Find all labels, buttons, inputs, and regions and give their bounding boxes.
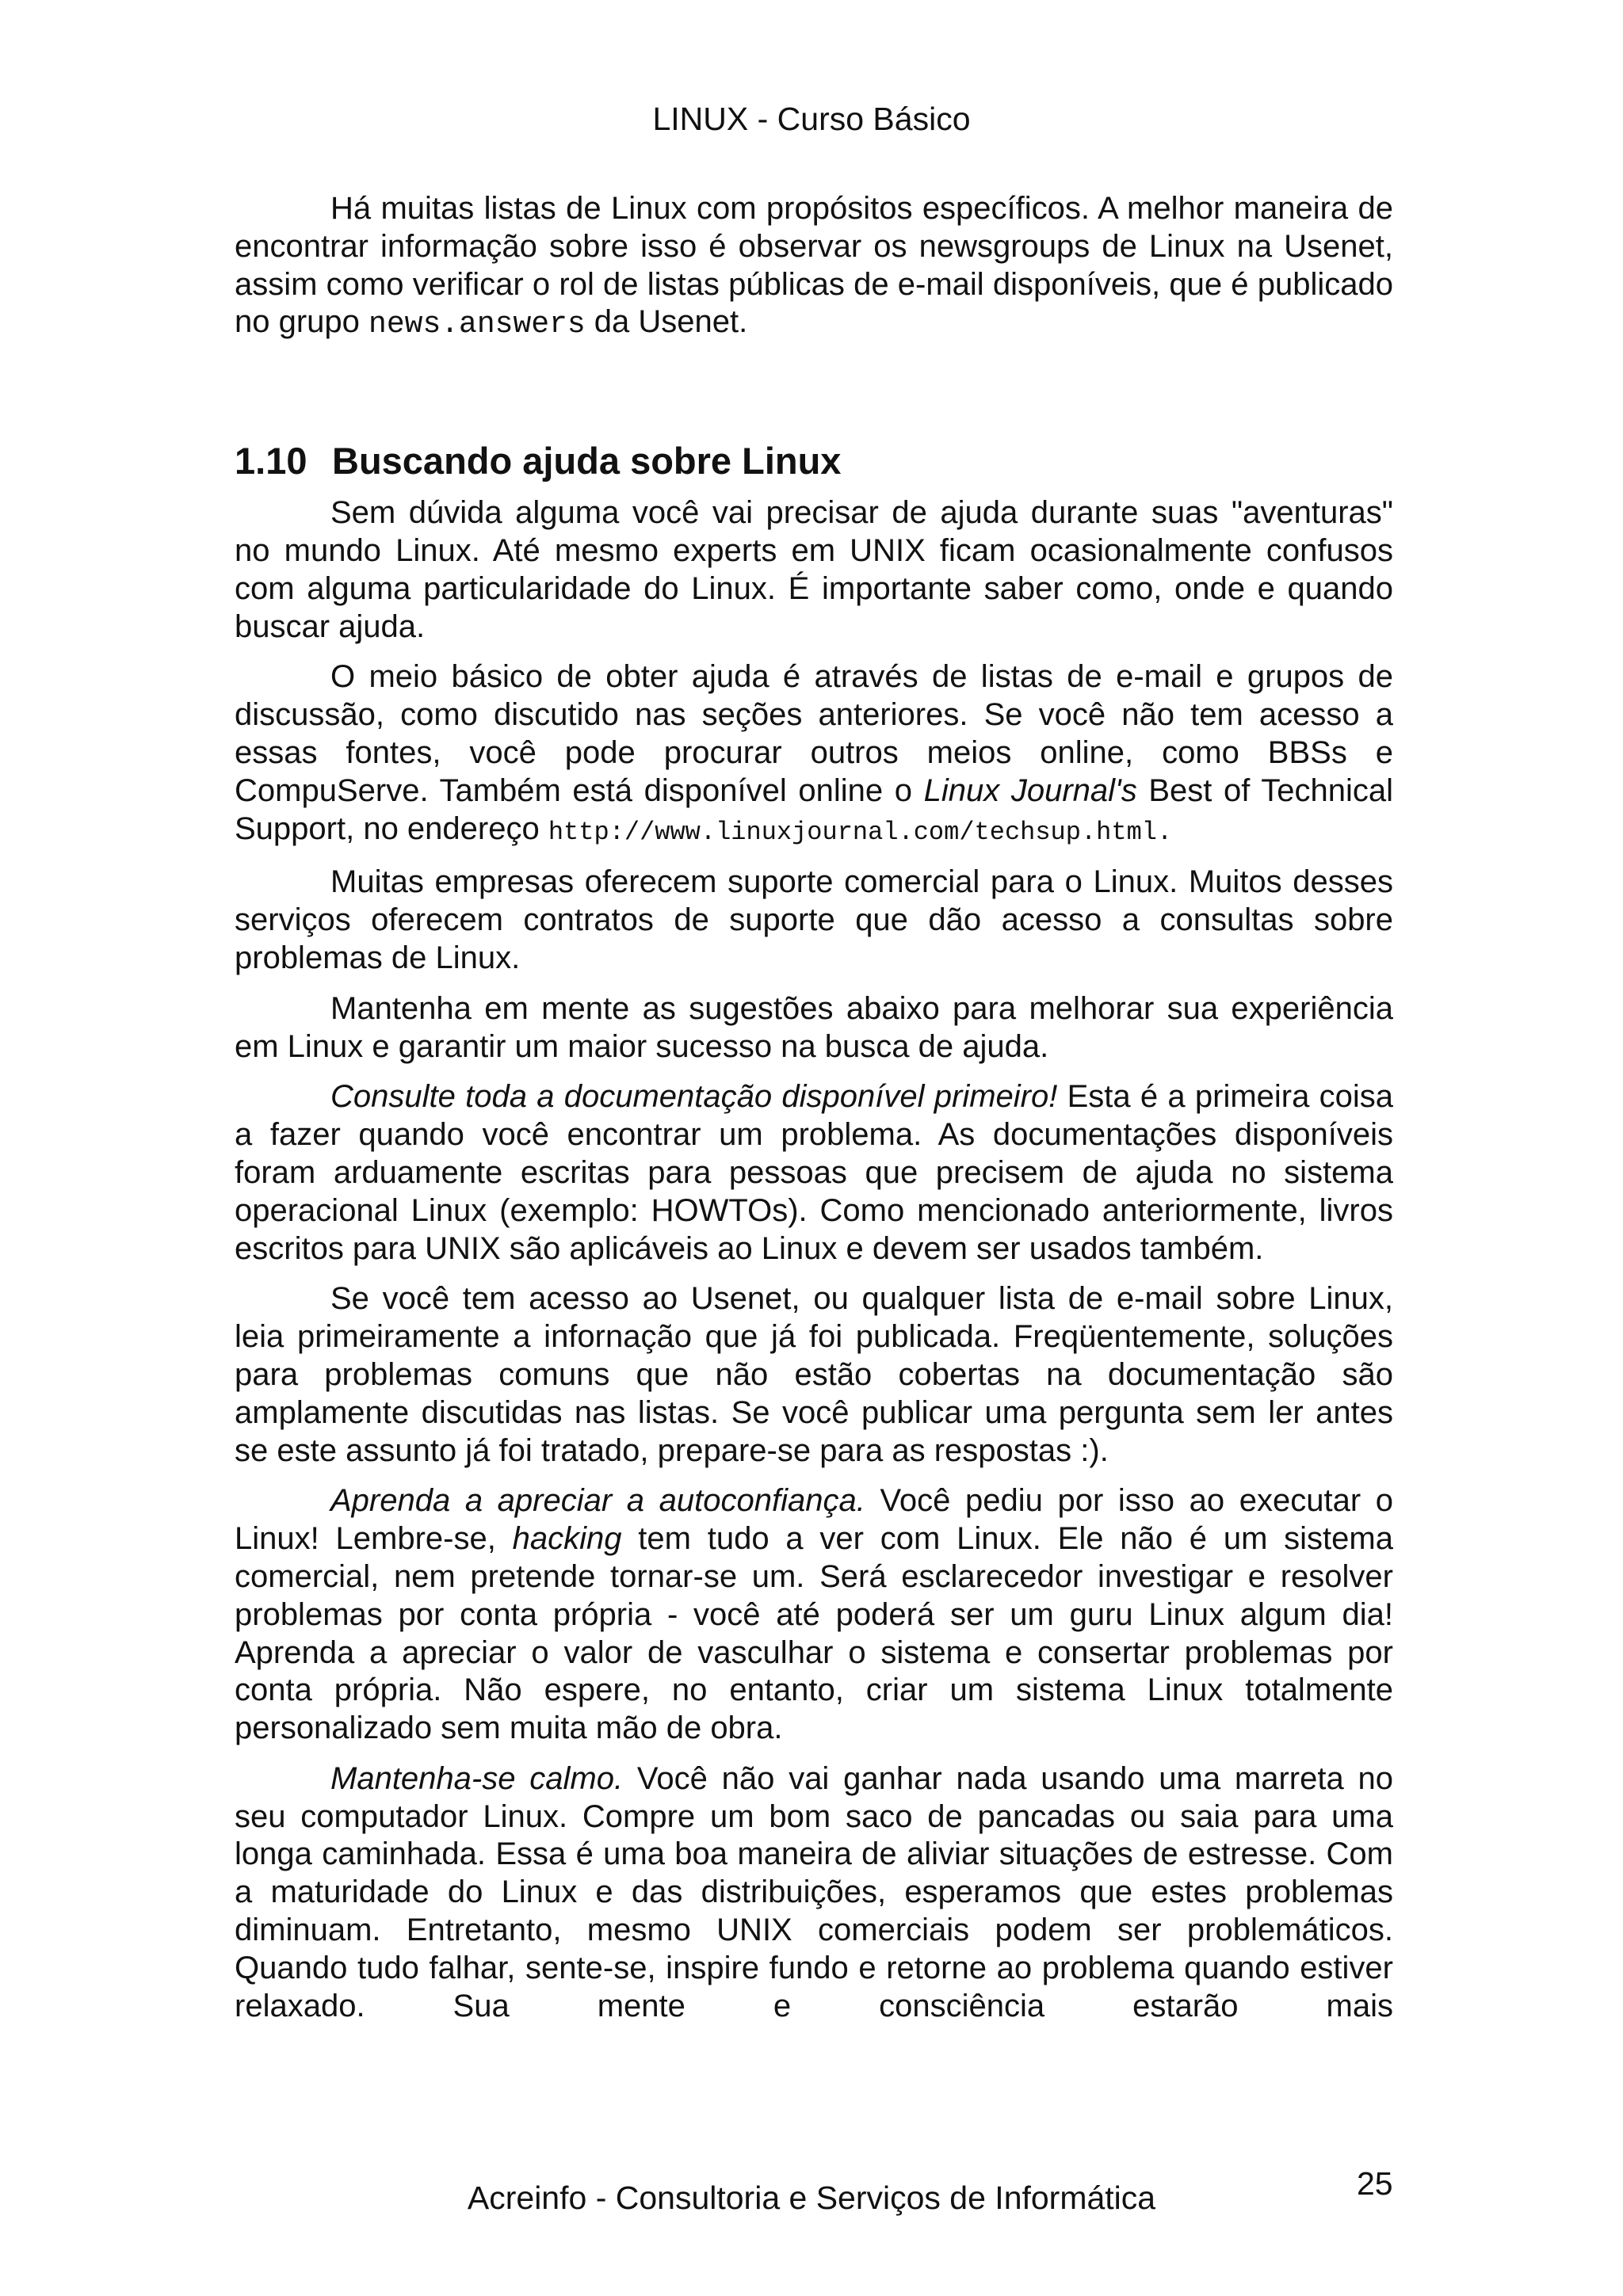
paragraph-1: Sem dúvida alguma você vai precisar de ajuda durante suas "aventuras" no mundo Linux. Até mesmo experts em UNIX ficam ocasionalmente confusos com alguma particularidade do Linux. É importante saber como, onde e quando buscar ajuda.	[235, 495, 1393, 644]
section-title: Buscando ajuda sobre Linux	[332, 440, 842, 482]
paragraph-7-emphasis: Aprenda a apreciar a autoconfiança.	[330, 1483, 865, 1519]
paragraph-8-text: Você não vai ganhar nada usando uma marreta no seu computador Linux. Compre um bom saco de pancadas ou saia para uma longa caminhada. Essa é uma boa maneira de aliviar situações de estresse. Com a maturidade do Linux e das distribuições, esperamos que estes problemas diminuam. Entretanto, mesmo UNIX comerciais podem ser problemáticos. Quando tudo falhar, sente-se, inspire fundo e retorne ao problema quando estiver relaxado. Sua mente e consciência estarão mais	[235, 1760, 1393, 2023]
paragraph-6: Se você tem acesso ao Usenet, ou qualquer lista de e-mail sobre Linux, leia primeiramente a infornação que já foi publicada. Freqüentemente, soluções para problemas comuns que não estão cobertas na documentação são amplamente discutidas nas listas. Se você publicar uma pergunta sem ler antes se este assunto já foi tratado, prepare-se para as respostas :).	[235, 1281, 1393, 1468]
body-text	[235, 190, 1393, 2038]
page-number: 25	[1357, 2165, 1393, 2202]
paragraph-7-text-b: tem tudo a ver com Linux. Ele não é um sistema comercial, nem pretende tornar-se um. Será esclarecedor investigar e resolver problemas por conta própria - você até poderá ser um guru Linux algum dia! Aprenda a apreciar o valor de vasculhar o sistema e consertar problemas por conta própria. Não espere, no entanto, criar um sistema Linux totalmente personalizado sem muita mão de obra.	[235, 1521, 1393, 1746]
intro-text-end: da Usenet.	[585, 304, 748, 340]
paragraph-7-text-a: Você pediu por isso ao executar o Linux! Lembre-se,	[235, 1483, 1393, 1557]
footer-text: Acreinfo - Consultoria e Serviços de Informática	[467, 2180, 1156, 2216]
hacking-emphasis: hacking	[512, 1521, 622, 1557]
paragraph-2	[235, 658, 1393, 851]
paragraph-2-text-a: O meio básico de obter ajuda é através de listas de e-mail e grupos de discussão, como discutido nas seções anteriores. Se você não tem acesso a essas fontes, você pode procurar outros meios online, como BBSs e CompuServe. Também está disponível online o	[235, 659, 1393, 808]
journal-title: Linux Journal's	[923, 772, 1137, 808]
paragraph-4: Mantenha em mente as sugestões abaixo para melhorar sua experiência em Linux e garantir um maior sucesso na busca de ajuda.	[235, 990, 1393, 1064]
running-header: LINUX - Curso Básico	[652, 101, 971, 137]
paragraph-5	[235, 1078, 1393, 1268]
paragraph-8	[235, 1760, 1393, 2026]
paragraph-3: Muitas empresas oferecem suporte comercial para o Linux. Muitos desses serviços oferecem contratos de suporte que dão acesso a consultas sobre problemas de Linux.	[235, 864, 1393, 975]
newsgroup-code: news.answers	[369, 307, 586, 342]
paragraph-8-emphasis: Mantenha-se calmo.	[330, 1760, 624, 1796]
paragraph-2-text-b: Best of Technical Support, no endereço	[235, 772, 1393, 846]
paragraph-7	[235, 1482, 1393, 1748]
intro-text-start: Há muitas listas de Linux com propósitos específicos. A melhor maneira de encontrar informação sobre isso é observar os newsgroups de Linux na Usenet, assim como verificar o rol de listas públicas de e-mail disponíveis, que é publicado no grupo	[235, 191, 1393, 340]
intro-paragraph	[235, 190, 1393, 344]
paragraph-5-emphasis: Consulte toda a documentação disponível primeiro!	[330, 1079, 1058, 1115]
section-heading	[235, 439, 1393, 483]
paragraph-5-text: Esta é a primeira coisa a fazer quando você encontrar um problema. As documentações disponíveis foram arduamente escritas para pessoas que precisem de ajuda no sistema operacional Linux (exemplo: HOWTOs). Como mencionado anteriormente, livros escritos para UNIX são aplicáveis ao Linux e devem ser usados também.	[235, 1079, 1393, 1266]
section-number: 1.10	[235, 440, 307, 482]
techsup-url: http://www.linuxjournal.com/techsup.html.	[548, 817, 1173, 847]
